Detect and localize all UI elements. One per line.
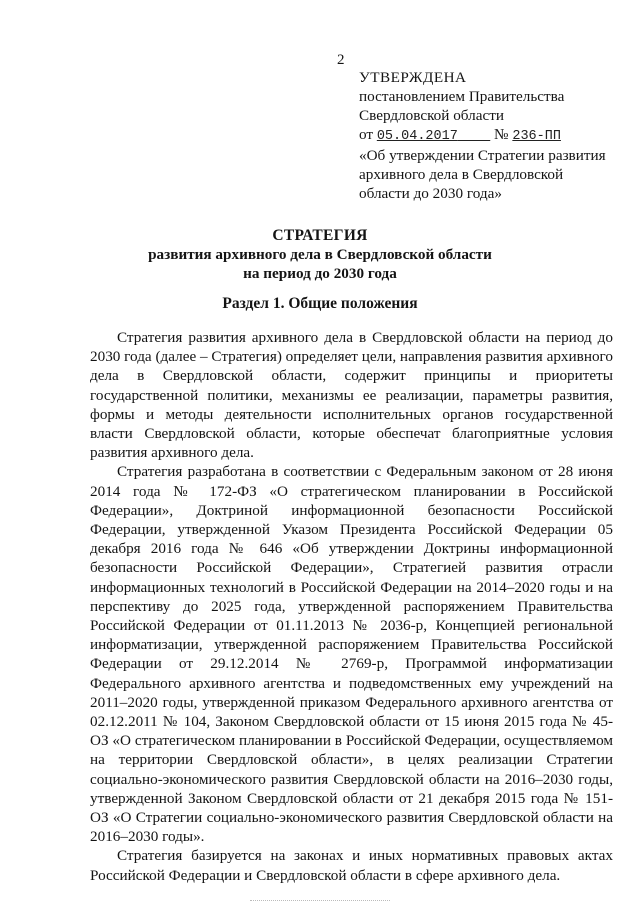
section-heading: Раздел 1. Общие положения — [222, 295, 418, 312]
document-subtitle-line-1: развития архивного дела в Свердловской области — [148, 246, 492, 263]
approval-block — [359, 68, 629, 203]
document-subtitle-line-2: на период до 2030 года — [243, 265, 397, 282]
body-text — [90, 328, 613, 885]
approval-number: 236-ПП — [512, 129, 561, 144]
paragraph-purpose: Стратегия развития архивного дела в Свердловской области на период до 2030 года (далее – Стратегия) определяет цели, направления развития архивного дела в Свердловской области, содержит принципы и приоритеты государственной политики, механизмы ее реализации, параметры развития, формы и методы деятельности исполнительных органов государственной власти Свердловской области, которые обеспечат благоприятные условия развития архивного дела. — [90, 329, 613, 462]
approval-line-date-number — [359, 125, 629, 146]
approval-line-title-3: области до 2030 года» — [359, 185, 502, 202]
approval-line-region: Свердловской области — [359, 107, 504, 124]
number-prefix: № — [494, 126, 509, 143]
scan-artifact-divider — [250, 900, 390, 903]
approval-stamp-heading: УТВЕРЖДЕНА — [359, 69, 467, 86]
paragraph-legal-basis: Стратегия разработана в соответствии с Федеральным законом от 28 июня 2014 года № 172-ФЗ «О стратегическом планировании в Российской Федерации», Доктриной информационной безопасности Российской Федерации, утвержденной Указом Президента Российской Федерации 05 декабря 2016 года № 646 «Об утверждении Доктрины информационной безопасности Российской Федерации», Стратегией развития отрасли информационных технологий в Российской Федерации на 2014–2020 годы и на перспективу до 2025 года, утвержденной распоряжением Правительства Российской Федерации от 01.11.2013 № 2036-р, Концепцией региональной информатизации, утвержденной распоряжением Правительства Российской Федерации от 29.12.2014 № 2769-р, Программой информатизации Федерального архивного агентства и подведомственных ему учреждений на 2011–2020 годы, утвержденной приказом Федерального архивного агентства от 02.12.2011 № 104, Законом Свердловской области от 15 июня 2015 года № 45-ОЗ «О стратегическом планировании в Российской Федерации, осуществляемом на территории Свердловской области», в целях реализации Стратегии социально-экономического развития Свердловской области на 2016–2030 годы, утвержденной Законом Свердловской области от 21 декабря 2015 года № 151-ОЗ «О Стратегии социально-экономического развития Свердловской области на 2016–2030 годы». — [90, 463, 613, 846]
approval-line-decree: постановлением Правительства — [359, 88, 565, 105]
approval-line-title-2: архивного дела в Свердловской — [359, 166, 564, 183]
date-underline — [458, 129, 490, 144]
approval-line-title-1: «Об утверждении Стратегии развития — [359, 147, 606, 164]
paragraph-foundation: Стратегия базируется на законах и иных нормативных правовых актах Российской Федерации и Свердловской области в сфере архивного дела. — [90, 847, 613, 884]
document-title: СТРАТЕГИЯ — [272, 227, 368, 244]
date-prefix: от — [359, 126, 374, 143]
page-number: 2 — [337, 52, 345, 68]
approval-date: 05.04.2017 — [376, 129, 458, 144]
document-title-block — [0, 226, 640, 283]
